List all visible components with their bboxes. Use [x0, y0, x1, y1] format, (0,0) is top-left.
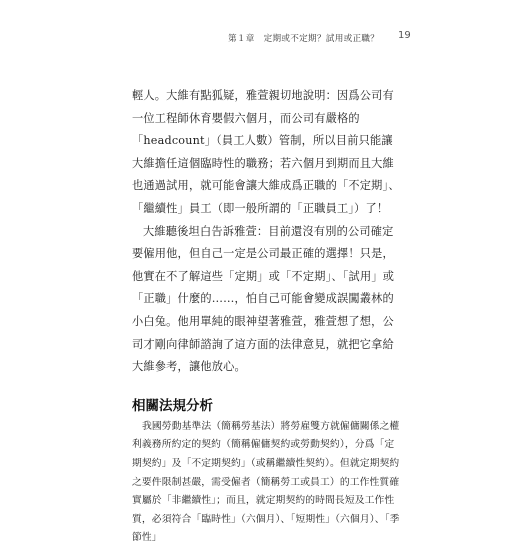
paragraph-2: 大維聽後坦白告訴雅萱：目前還沒有別的公司確定要僱用他，但自己一定是公司最正確的選擇！只是，他實在不了解這些「定期」或「不定期」、「試用」或「正職」什麼的……，怕自己可能會變成誤闖叢林的小白兔。他用單純的眼神望著雅萱，雅萱想了想，公司才剛向律師諮詢了這方面的法律意見，就把它拿給大維參考，讓他放心。	[132, 224, 395, 374]
page-body	[132, 85, 402, 548]
page-header	[0, 32, 520, 48]
paragraph-1: 輕人。大維有點狐疑，雅萱親切地說明：因爲公司有一位工程師休育嬰假六個月，而公司有嚴格的「headcount」（員工人數）管制，所以目前只能讓大維擔任這個臨時性的職務；若六個月到期而且大維也通過試用，就可能會讓大維成爲正職的「不定期」、「繼續性」員工（即一般所謂的「正職員工」）了！	[132, 89, 400, 215]
page-number: 19	[398, 30, 411, 41]
chapter-title: 第１章 定期或不定期？試用或正職？	[228, 34, 380, 44]
section-paragraph: 我國勞動基準法（簡稱勞基法）將勞雇雙方就僱傭關係之權利義務所約定的契約（簡稱僱傭契約或勞動契約），分爲「定期契約」及「不定期契約」（或稱繼續性契約）。但就定期契約之要件限制甚嚴，需受僱者（簡稱勞工或員工）的工作性質確實屬於「非繼續性」；而且，就定期契約的時間長短及工作性質，必須符合「臨時性」（六個月）、「短期性」（六個月）、「季節性」	[132, 420, 400, 544]
section-heading: 相關法規分析	[132, 397, 213, 414]
